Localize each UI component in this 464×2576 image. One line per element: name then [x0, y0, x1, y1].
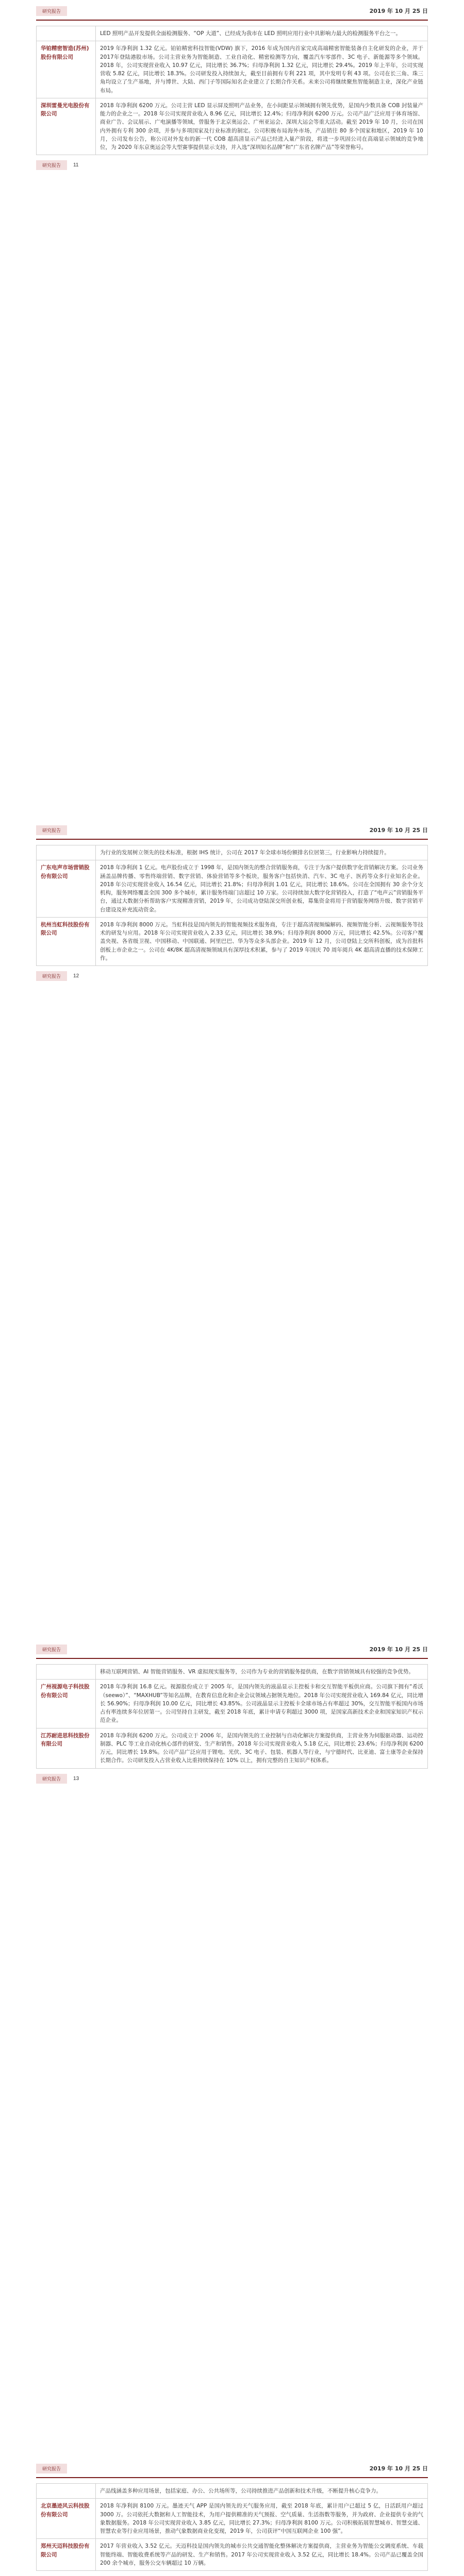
header-label: 研究报告 — [36, 6, 67, 16]
page-header — [36, 823, 428, 837]
company-name — [37, 1665, 96, 1680]
company-description: 产品线涵盖多种应用场景，包括家庭、办公、公共场所等，公司持续推进产品创新和技术升级，不断提升核心竞争力。 — [96, 2484, 428, 2499]
company-name: 深圳雷曼光电股份有限公司 — [37, 98, 96, 155]
page-footer — [36, 1774, 428, 1784]
table-row — [37, 917, 428, 965]
table-row — [37, 1680, 428, 1728]
company-description: 2018 年净利润 6200 万元。公司成立于 2006 年，是国内领先的工业控制与自动化解决方案提供商，主营业务为伺服驱动器、运动控制器、PLC 等工业自动化核心部件的研发、生产和销售。2018 年公司实现营业收入 5.18 亿元，同比增长 23.6%；归母净利润 6200 万元，同比增长 19.8%。公司产品广泛应用于锂电、光伏、3C 电子、包装、机器人等行业，与宁德时代、比亚迪、富士康等企业保持长期合作。公司研发投入占营业收入比重持续保持在 10% 以上，拥有完整的自主知识产权体系。 — [96, 1728, 428, 1768]
table-row — [37, 1665, 428, 1680]
company-name: 广东电声市场营销股份有限公司 — [37, 860, 96, 918]
header-divider — [36, 20, 428, 21]
company-table — [36, 845, 428, 966]
company-name: 江苏耐进思科技股份有限公司 — [37, 1728, 96, 1768]
company-table — [36, 26, 428, 155]
header-label: 研究报告 — [36, 825, 67, 835]
footer-label: 研究报告 — [36, 160, 67, 170]
table-row — [37, 845, 428, 860]
company-description: 为行业的发展树立领先的技术标准，根据 IHS 统计，公司在 2017 年全球市场份额排名位居第三，行业影响力持续提升。 — [96, 845, 428, 860]
footer-label: 研究报告 — [36, 1774, 67, 1784]
company-name — [37, 845, 96, 860]
table-row — [37, 2539, 428, 2571]
company-name: 北京墨迹风云科技股份有限公司 — [37, 2499, 96, 2539]
page-footer — [36, 971, 428, 981]
header-divider — [36, 2477, 428, 2478]
header-label: 研究报告 — [36, 1645, 67, 1654]
header-label: 研究报告 — [36, 2464, 67, 2473]
company-description: 2018 年净利润 6200 万元。公司主营 LED 显示屏及照明产品业务，在小间距显示领域拥有领先优势，是国内少数具备 COB 封装量产能力的企业之一。2018 年公司实现营业收入 8.96 亿元，同比增长 12.4%；归母净利润 6200 万元。公司产品广泛应用于体育场馆、商业广告、会议展示、广电演播等领域，曾服务于北京奥运会、广州亚运会、深圳大运会等重大活动。截至 2019 年 10 月，公司在国内外拥有专利 300 余项，并参与多项国家及行业标准的制定。公司积极布局海外市场，产品销往 80 多个国家和地区，2019 年 10 月，公司发布公告，称公司对外发布的新一代 COB 超高清显示产品已经进入量产阶段，将进一步巩固公司在高端显示领域的竞争地位，为 2020 年东京奥运会等大型赛事提供显示支持，并入选“深圳知名品牌”和“广东省名牌产品”等荣誉称号。 — [96, 98, 428, 155]
company-description: 2017 年营业收入 3.52 亿元。天迈科技是国内领先的城市公共交通智能化整体解决方案提供商，主营业务为智能公交调度系统、车载智能终端、智能收费系统等产品的研发、生产和销售。2017 年公司实现营业收入 3.52 亿元，同比增长 18.4%。公司产品已覆盖全国 200 余个城市，服务公交车辆超过 10 万辆。 — [96, 2539, 428, 2571]
company-name — [37, 26, 96, 41]
page-number: 11 — [73, 162, 79, 168]
page-number: 13 — [73, 1775, 79, 1782]
company-description: 2018 年净利润 1 亿元。电声股份成立于 1998 年，是国内领先的整合营销服务商，专注于为客户提供数字化营销解决方案。公司业务涵盖品牌传播、零售终端营销、数字营销、体验营销等多个板块，服务客户包括快消、汽车、3C 电子、医药等众多行业知名企业。2018 年公司实现营业收入 16.54 亿元，同比增长 21.8%；归母净利润 1.01 亿元，同比增长 18.6%。公司在全国拥有 30 余个分支机构，服务网络覆盖全国 300 多个城市，累计服务终端门店超过 10 万家。公司持续加大数字化营销投入，打造了“电声云”营销服务平台，通过大数据分析帮助客户实现精准营销，2019 年，公司成功登陆深交所创业板，募集资金将用于营销服务网络升级、数字营销平台建设及补充流动资金。 — [96, 860, 428, 918]
table-row — [37, 26, 428, 41]
footer-label: 研究报告 — [36, 971, 67, 981]
company-description: 2019 年净利润 1.32 亿元。铂铂精密科技智能(VDW) 旗下，2016 年成为国内首家完成高端精密智能装备自主化研发的企业，并于2017年登陆港股市场。公司主营业务为智能制造、工业自动化、精密检测等方向，覆盖汽车零部件、3C 电子、新能源等多个领域。2018 年，公司实现营业收入 10.97 亿元，同比增长 36.7%；归母净利润 1.32 亿元，同比增长 29.4%。2019 年上半年，公司实现营收 5.82 亿元，同比增长 18.3%。公司研发投入持续加大，截至目前拥有专利 221 项，其中发明专利 43 项。公司在长三角、珠三角均设立了生产基地，并与博世、大陆、西门子等国际知名企业建立了长期合作关系。未来公司将继续聚焦智能制造主业，深化产业链布局。 — [96, 41, 428, 98]
header-date: 2019 年 10 月 25 日 — [369, 827, 428, 834]
page-number: 12 — [73, 973, 79, 979]
company-table — [36, 2483, 428, 2571]
page-header — [36, 4, 428, 18]
company-description: 移动互联网营销、AI 智能营销服务、VR 虚拟现实服务等，公司作为专业的营销服务提供商，在数字营销领域具有较强的竞争优势。 — [96, 1665, 428, 1680]
company-name: 华铂精密智造(苏州)股份有限公司 — [37, 41, 96, 98]
company-name: 郑州天迈科技股份有限公司 — [37, 2539, 96, 2571]
page-footer — [36, 160, 428, 170]
report-page-3 — [36, 1642, 428, 1784]
table-row — [37, 98, 428, 155]
table-row — [37, 2499, 428, 2539]
header-divider — [36, 1658, 428, 1659]
header-date: 2019 年 10 月 25 日 — [369, 8, 428, 14]
company-name — [37, 2484, 96, 2499]
page-header — [36, 2462, 428, 2475]
table-row — [37, 860, 428, 918]
company-description: 2018 年净利润 16.8 亿元。视源股份成立于 2005 年，是国内领先的液晶显示主控板卡和交互智能平板供应商。公司旗下拥有“希沃（seewo）”、“MAXHUB”等知名品牌，在教育信息化和企业会议领域占据领先地位。2018 年公司实现营业收入 169.84 亿元，同比增长 56.90%；归母净利润 10.00 亿元，同比增长 43.85%。公司液晶显示主控板卡全球市场占有率超过 30%，交互智能平板国内市场占有率连续多年位居第一。公司坚持自主研发，截至 2018 年底，累计申请专利超过 3000 项，是国家高新技术企业和国家知识产权示范企业。 — [96, 1680, 428, 1728]
company-description: LED 照明产品开发提供全面检测服务、“OP 大道”、已经成为我市在 LED 照明应用行业中具影响力最大的检测服务平台之一。 — [96, 26, 428, 41]
report-page-4 — [36, 2462, 428, 2576]
table-row — [37, 1728, 428, 1768]
company-name: 广州视源电子科技股份有限公司 — [37, 1680, 96, 1728]
company-description: 2018 年净利润 8100 万元。墨迹天气 APP 是国内领先的天气服务应用，截至 2018 年底，累计用户已超过 5 亿，日活跃用户超过 3000 万。公司依托大数据和人工智能技术，为用户提供精准的天气预报、空气质量、生活指数等服务，并为政府、企业提供专业的气象数据服务。2018 年公司实现营业收入 3.85 亿元，同比增长 27.3%；归母净利润 8100 万元。公司积极拓展智慧城市、智慧交通、智慧农业等行业应用场景，推动气象数据商业化变现，2019 年，公司获评“中国互联网企业 100 强”。 — [96, 2499, 428, 2539]
report-page-1 — [36, 4, 428, 170]
company-table — [36, 1664, 428, 1769]
company-name: 杭州当虹科技股份有限公司 — [37, 917, 96, 965]
company-description: 2018 年净利润 8000 万元。当虹科技是国内领先的智能视频技术服务商，专注于超高清视频编解码、视频智能分析、云视频服务等技术的研发与应用。2018 年公司实现营业收入 2.33 亿元，同比增长 38.9%；归母净利润 8000 万元，同比增长 42.5%。公司客户覆盖央视、各省级卫视、中国移动、中国联通、阿里巴巴、华为等众多头部企业。2019 年 12 月，公司登陆上交所科创板，成为首批科创板上市企业之一。公司在 4K/8K 超高清视频领域具有深厚技术积累，参与了 2019 年国庆 70 周年阅兵 4K 超高清直播的技术保障工作。 — [96, 917, 428, 965]
table-row — [37, 41, 428, 98]
header-date: 2019 年 10 月 25 日 — [369, 2465, 428, 2472]
table-row — [37, 2484, 428, 2499]
page-header — [36, 1642, 428, 1656]
header-divider — [36, 839, 428, 840]
report-page-2 — [36, 823, 428, 981]
header-date: 2019 年 10 月 25 日 — [369, 1646, 428, 1653]
